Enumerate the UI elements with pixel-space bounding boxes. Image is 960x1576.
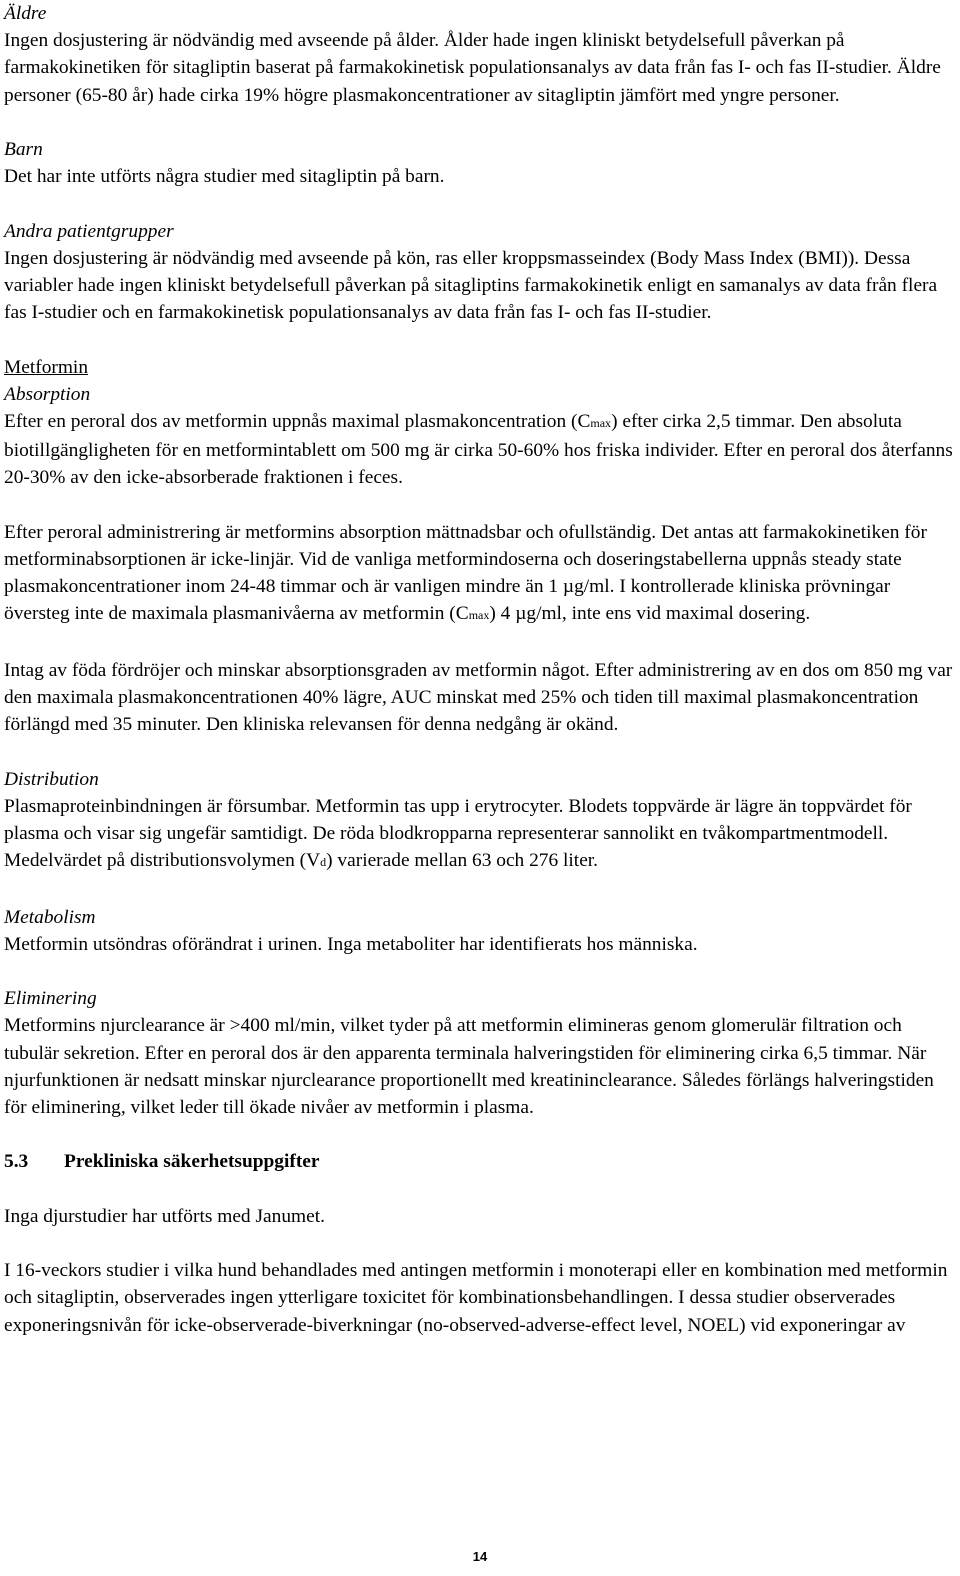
absorption-1-text-a: Efter en peroral dos av metformin uppnås maximal plasmakoncentration (C [4,411,591,432]
paragraph-preclinical-1: Inga djurstudier har utförts med Janumet. [4,1205,325,1227]
section-absorption-2 [4,519,956,630]
paragraph-other-groups: Ingen dosjustering är nödvändig med avseende på kön, ras eller kroppsmasseindex (Body Mass Index (BMI)). Dessa variabler hade ingen kliniskt betydelsefull påverkan på sitagliptins farmakokinetik enligt en samanalys av data från flera fas I-studier och en farmakokinetisk populationsanalys av data från fas I- och fas II-studier. [4,247,938,324]
section-title: Prekliniska säkerhetsuppgifter [64,1151,320,1173]
section-number: 5.3 [4,1151,29,1173]
absorption-2-text-a: Efter peroral administrering är metformins absorption mättnadsbar och ofullständig. Det antas att farmakokinetiken för metforminabsorptionen är icke-linjär. Vid de vanliga metformindoserna och doseringstabellerna uppnås steady state plasmakoncentrationer inom 24-48 timmar och är vanligen mindre än 1 µg/ml. I kontrollerade kliniska prövningar översteg inte de maximala plasmanivåerna av metformin (C [4,521,927,625]
paragraph-elderly: Ingen dosjustering är nödvändig med avseende på ålder. Ålder hade ingen kliniskt betydelsefull påverkan på farmakokinetiken för sitagliptin baserat på farmakokinetisk populationsanalys av data från fas I- och fas II-studier. Äldre personer (65-80 år) hade cirka 19% högre plasmakoncentrationer av sitagliptin jämfört med yngre personer. [4,30,941,106]
section-title-children: Barn [4,139,43,160]
paragraph-absorption-1 [4,408,956,492]
distribution-subscript: d [320,855,327,870]
section-preclinical-1 [4,1203,956,1230]
absorption-2-text-b: ) 4 µg/ml, inte ens vid maximal dosering. [489,603,811,625]
absorption-2-subscript: max [468,608,490,623]
section-absorption-3 [4,657,956,739]
paragraph-preclinical-2: I 16-veckors studier i vilka hund behandlades med antingen metformin i monoterapi eller en kombination med metformin och sitagliptin, observerades ingen ytterligare toxicitet för kombinationsbehandlingen. I dessa studier observerades exponeringsnivån för icke-observerade-biverkningar (no-observed-adverse-effect level, NOEL) vid exponeringar av [4,1260,948,1336]
section-metformin-absorption [4,354,956,492]
section-preclinical-2 [4,1257,956,1339]
distribution-text-a: Plasmaproteinbindningen är försumbar. Metformin tas upp i erytrocyter. Blodets toppvärde är lägre än toppvärdet för plasma och visar sig ungefär samtidigt. De röda blodkropparna representerar sannolikt en tvåkompartmentmodell. Medelvärdet på distributionsvolymen (V [4,795,912,872]
paragraph-distribution [4,793,956,877]
section-title-elderly: Äldre [4,3,47,24]
section-distribution [4,766,956,877]
paragraph-elimination: Metformins njurclearance är >400 ml/min, vilket tyder på att metformin elimineras genom glomerulär filtration och tubulär sekretion. Efter en peroral dos är den apparenta terminala halveringstiden för eliminering cirka 6,5 timmar. När njurfunktionen är nedsatt minskar njurclearance proportionellt med kreatininclearance. Således förlängs halveringstiden för eliminering, vilket leder till ökade nivåer av metformin i plasma. [4,1015,934,1118]
section-other-groups [4,218,956,327]
subsection-title-elimination: Eliminering [4,988,97,1010]
section-elimination [4,985,956,1121]
paragraph-metabolism: Metformin utsöndras oförändrat i urinen. Inga metaboliter har identifierats hos människa. [4,933,698,955]
subsection-title-metabolism: Metabolism [4,906,96,928]
paragraph-absorption-3: Intag av föda fördröjer och minskar absorptionsgraden av metformin något. Efter administrering av en dos om 850 mg var den maximala plasmakoncentrationen 40% lägre, AUC minskat med 25% och tiden till maximal plasmakoncentration förlängd med 35 minuter. Den kliniska relevansen för denna nedgång är okänd. [4,659,953,736]
section-title-other-groups: Andra patientgrupper [4,220,174,242]
distribution-text-b: ) varierade mellan 63 och 276 liter. [326,850,599,872]
page-number: 14 [472,1549,488,1564]
section-title-metformin: Metformin [4,356,89,378]
section-heading-5-3 [4,1148,956,1175]
absorption-1-subscript: max [590,416,612,430]
paragraph-absorption-2 [4,519,956,630]
section-elderly [4,0,956,109]
absorption-1-text-b: ) efter cirka 2,5 timmar. Den absoluta biotillgängligheten för en metformintablett om 500 mg är cirka 50-60% hos friska individer. Efter en peroral dos återfanns 20-30% av den icke-absorberade fraktionen i feces. [4,411,953,489]
paragraph-children: Det har inte utförts några studier med sitagliptin på barn. [4,166,445,188]
section-metabolism [4,904,956,958]
section-children [4,136,956,190]
subsection-title-distribution: Distribution [4,768,99,790]
subsection-title-absorption: Absorption [4,383,91,405]
